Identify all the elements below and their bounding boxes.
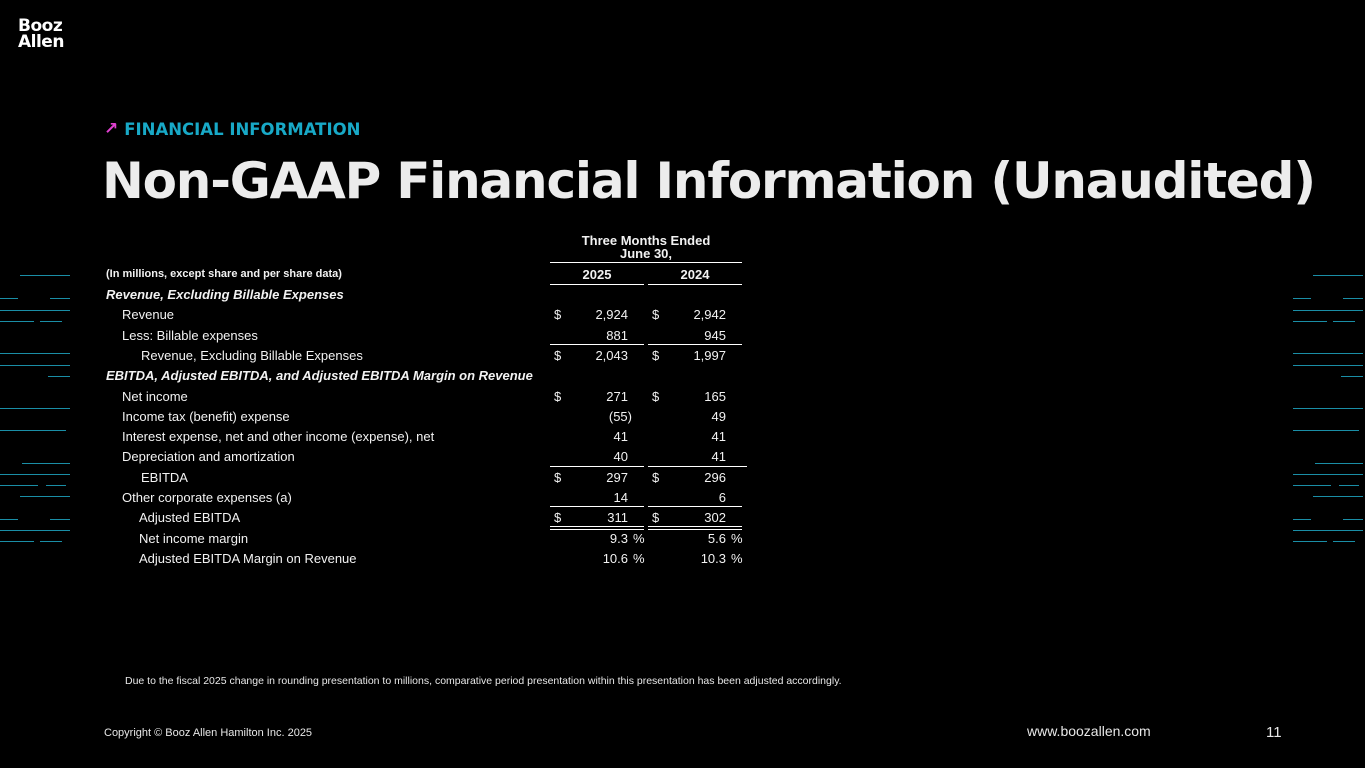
row-label: Interest expense, net and other income (expense), net (122, 429, 435, 445)
section-label (104, 119, 360, 139)
table-row (0, 348, 760, 368)
value-year2: 945 (704, 327, 726, 343)
table-row (0, 368, 760, 388)
table-row (0, 449, 760, 469)
value-year1: 41 (613, 429, 628, 445)
value-year1: 10.6 (602, 550, 628, 566)
value-year2: 5.6 (707, 530, 726, 546)
section-heading: EBITDA, Adjusted EBITDA, and Adjusted EBITDA Margin on Revenue (106, 368, 533, 384)
subtotal-rule (648, 506, 742, 507)
value-year2: 2,942 (693, 307, 726, 323)
website-url[interactable]: www.boozallen.com (1027, 723, 1151, 739)
period-header-line-1: Three Months Ended (581, 233, 711, 248)
value-year2: 302 (704, 510, 726, 526)
currency-symbol: $ (554, 388, 562, 404)
copyright: Copyright © Booz Allen Hamilton Inc. 2025 (104, 727, 313, 739)
value-year2: 49 (711, 408, 726, 424)
currency-symbol: $ (554, 307, 562, 323)
row-label: Depreciation and amortization (122, 449, 295, 465)
row-label: Revenue, Excluding Billable Expenses (141, 347, 363, 363)
period-header (550, 234, 742, 263)
currency-symbol: $ (554, 510, 562, 526)
period-header-line-2: June 30, (619, 246, 673, 261)
logo-line-2: Allen (18, 32, 64, 52)
value-year1: 311 (607, 510, 628, 526)
percent-sign: % (633, 550, 645, 566)
table-row (0, 531, 760, 551)
subtotal-rule (648, 344, 742, 345)
section-heading: Revenue, Excluding Billable Expenses (106, 287, 344, 302)
currency-symbol: $ (652, 347, 660, 363)
value-year1: 2,924 (595, 307, 628, 323)
value-year1: 14 (613, 490, 628, 505)
total-double-rule (550, 526, 644, 530)
right-line-pattern (1293, 270, 1365, 550)
total-double-rule (648, 526, 742, 530)
year-header-2: 2024 (648, 267, 742, 285)
row-label: Revenue (122, 307, 175, 323)
percent-sign: % (731, 530, 743, 546)
currency-symbol: $ (652, 469, 660, 485)
row-label: Adjusted EBITDA Margin on Revenue (139, 550, 357, 566)
footnote: Due to the fiscal 2025 change in rounding presentation to millions, comparative period presentation within this presentation has been adjusted accordingly. (125, 675, 842, 687)
subtotal-rule (550, 506, 644, 507)
currency-symbol: $ (652, 388, 660, 404)
row-label: Net income margin (139, 530, 249, 546)
units-label: (In millions, except share and per share data) (106, 268, 342, 280)
section-label-text: FINANCIAL INFORMATION (124, 119, 361, 139)
year-header-1: 2025 (550, 267, 644, 285)
table-row (0, 510, 760, 530)
table-row (0, 328, 760, 348)
value-year1: 9.3 (609, 530, 628, 546)
subtotal-rule (550, 344, 644, 345)
value-year2: 41 (711, 449, 726, 465)
value-year1: 271 (606, 388, 628, 404)
subtotal-rule (550, 466, 644, 467)
row-label: Other corporate expenses (a) (122, 490, 292, 505)
arrow-up-right-icon: ↗ (104, 119, 119, 139)
table-row (0, 470, 760, 490)
table-row (0, 287, 760, 307)
percent-sign: % (633, 530, 645, 546)
table-row (0, 551, 760, 571)
row-label: Less: Billable expenses (122, 327, 258, 343)
table-row (0, 307, 760, 327)
page-title: Non-GAAP Financial Information (Unaudited) (102, 152, 1315, 210)
value-year1: 297 (606, 469, 628, 485)
percent-sign: % (731, 550, 743, 566)
row-label: Adjusted EBITDA (139, 510, 241, 526)
value-year2: 10.3 (700, 550, 726, 566)
booz-allen-logo (18, 18, 64, 50)
currency-symbol: $ (554, 469, 562, 485)
value-year2: 1,997 (693, 347, 726, 363)
value-year2: 6 (718, 490, 726, 505)
logo-line-1: Booz (18, 16, 63, 36)
table-row (0, 409, 760, 429)
value-year2: 41 (711, 429, 726, 445)
value-year1: 881 (606, 327, 628, 343)
row-label: Income tax (benefit) expense (122, 408, 290, 424)
row-label: EBITDA (141, 469, 188, 485)
value-year2: 296 (704, 469, 726, 485)
value-year1: (55) (608, 408, 632, 424)
table-row (0, 389, 760, 409)
value-year1: 40 (613, 449, 628, 465)
table-row (0, 490, 760, 510)
currency-symbol: $ (652, 510, 660, 526)
currency-symbol: $ (554, 347, 562, 363)
page-number: 11 (1266, 724, 1282, 741)
subtotal-rule (648, 466, 747, 467)
table-row (0, 429, 760, 449)
value-year1: 2,043 (595, 347, 628, 363)
value-year2: 165 (704, 388, 726, 404)
currency-symbol: $ (652, 307, 660, 323)
row-label: Net income (122, 388, 188, 404)
